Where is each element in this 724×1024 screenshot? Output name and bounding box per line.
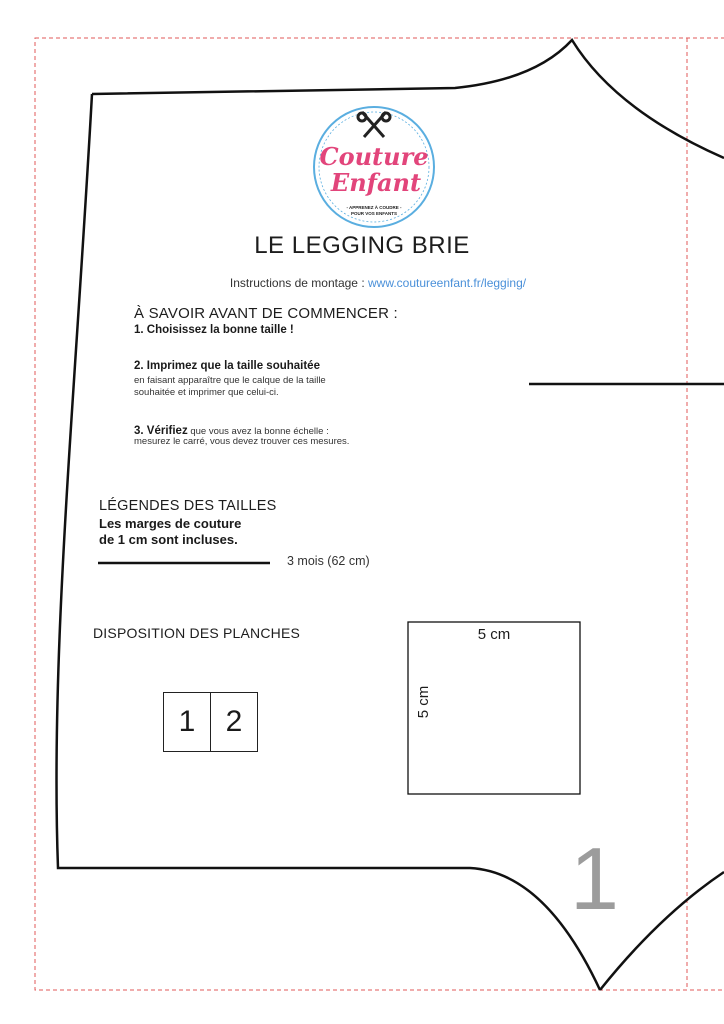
plan-box-1: 1 bbox=[163, 692, 211, 752]
scale-top-label: 5 cm bbox=[477, 626, 511, 643]
legend-note-line1: Les marges de couture bbox=[99, 516, 242, 531]
instructions-link[interactable]: www.coutureenfant.fr/legging/ bbox=[367, 276, 527, 290]
scale-square bbox=[408, 622, 580, 794]
logo-line1: Couture bbox=[319, 142, 429, 171]
logo-tagline2: POUR VOS ENFANTS bbox=[350, 211, 398, 216]
before-heading: À SAVOIR AVANT DE COMMENCER : bbox=[134, 305, 398, 322]
step-2-title: 2. Imprimez que la taille souhaitée bbox=[134, 360, 320, 372]
step-3-rest: que vous avez la bonne échelle : bbox=[187, 426, 329, 437]
step-2-line1: en faisant apparaître que le calque de la taille bbox=[134, 375, 326, 386]
legend-note-line2: de 1 cm sont incluses. bbox=[99, 532, 238, 547]
layout-heading: DISPOSITION DES PLANCHES bbox=[93, 625, 301, 641]
instructions-line bbox=[0, 276, 724, 290]
page-title: LE LEGGING BRIE bbox=[254, 232, 470, 259]
legend-heading: LÉGENDES DES TAILLES bbox=[99, 498, 277, 514]
step-2-line2: souhaitée et imprimer que celui-ci. bbox=[134, 387, 279, 398]
instructions-label: Instructions de montage : bbox=[229, 276, 368, 290]
layout-plan bbox=[163, 692, 258, 752]
scale-side-label: 5 cm bbox=[415, 685, 432, 719]
brand-logo bbox=[314, 107, 434, 227]
size-label-3-mois: 3 mois (62 cm) bbox=[287, 554, 370, 568]
page-number: 1 bbox=[570, 829, 619, 928]
step-3-line2: mesurez le carré, vous devez trouver ces mesures. bbox=[134, 436, 350, 447]
step-1: 1. Choisissez la bonne taille ! bbox=[134, 324, 294, 336]
plan-box-2: 2 bbox=[211, 692, 258, 752]
logo-tagline1: - APPRENEZ À COUDRE - bbox=[346, 205, 402, 210]
step-3-bold: 3. Vérifiez bbox=[134, 425, 188, 437]
logo-line2: Enfant bbox=[330, 168, 422, 197]
